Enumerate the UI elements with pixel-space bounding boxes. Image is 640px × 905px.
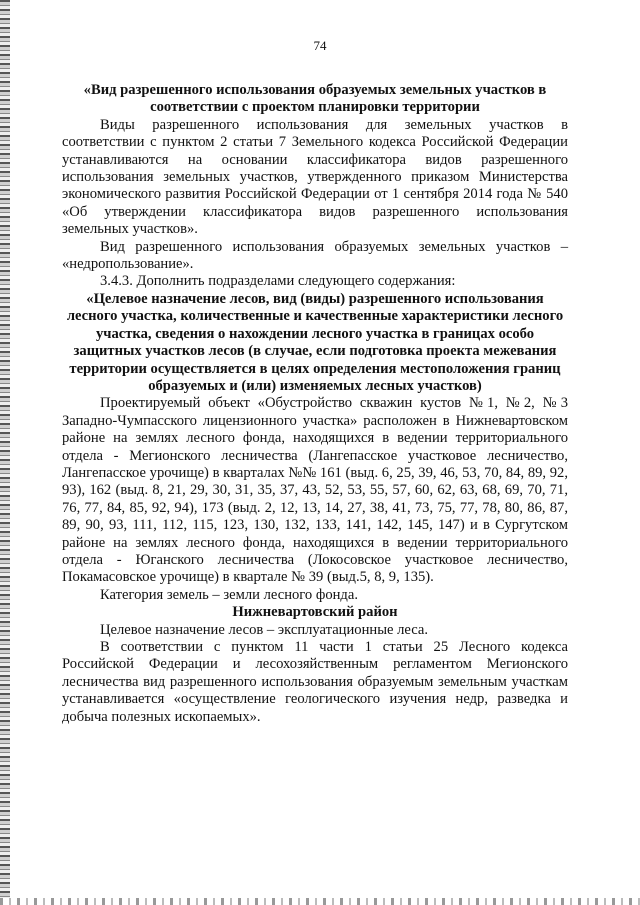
- scan-edge-artifact: [0, 0, 10, 905]
- section-heading-forest-purpose: «Целевое назначение лесов, вид (виды) разрешенного использования лесного участка, количественные и качественные характеристики лесного участка, сведения о нахождении лесного участка в границах особо защитных участков лесов (в случае, если подготовка проекта межевания территории осуществляется в целях определения местоположения границ образуемых и (или) изменяемых лесных участков): [66, 290, 564, 394]
- paragraph-forest-purpose: Целевое назначение лесов – эксплуатационные леса.: [100, 621, 429, 638]
- paragraph-forest-code: В соответствии с пунктом 11 части 1 статьи 25 Лесного кодекса Российской Федерации и лесохозяйственным регламентом Мегионского лесничества вид разрешенного использования образуемым земельным участкам устанавливается «осуществление геологического изучения недр, разведка и добыча полезных ископаемых».: [62, 639, 568, 725]
- district-title: Нижневартовский район: [232, 604, 398, 621]
- paragraph-amendment: 3.4.3. Дополнить подразделами следующего содержания:: [100, 273, 456, 290]
- paragraph-land-category: Категория земель – земли лесного фонда.: [100, 586, 358, 603]
- paragraph-permitted-use: Вид разрешенного использования образуемых земельных участков – «недропользование».: [62, 238, 568, 273]
- page-number: 74: [313, 38, 327, 53]
- paragraph-project-object: Проектируемый объект «Обустройство скважин кустов №1, №2, №3 Западно-Чумпасского лицензионного участка» расположен в Нижневартовском районе на землях лесного фонда, находящихся в ведении территориального отдела - Мегионского лесничества (Лангепасское участковое лесничество, Лангепасское урочище) в кварталах №№ 161 (выд. 6, 25, 39, 46, 53, 70, 84, 89, 92, 93), 162 (выд. 8, 21, 29, 30, 31, 35, 37, 43, 52, 53, 55, 57, 60, 62, 63, 68, 69, 70, 71, 76, 77, 84, 85, 92, 94), 173 (выд. 2, 12, 13, 14, 27, 38, 41, 73, 75, 77, 78, 80, 86, 87, 89, 90, 93, 111, 112, 115, 123, 130, 132, 133, 141, 142, 145, 147) и в Сургутском районе на землях лесного фонда, находящихся в ведении территориального отдела - Юганского лесничества (Локосовское участковое лесничество, Покамасовское урочище) в квартале № 39 (выд.5, 8, 9, 135).: [62, 395, 568, 586]
- paragraph-land-use-types: Виды разрешенного использования для земельных участков в соответствии с пунктом 2 статьи 7 Земельного кодекса Российской Федерации устанавливаются на основании классификатора видов разрешенного использования земельных участков, утвержденного приказом Министерства экономического развития Российской Федерации от 1 сентября 2014 года № 540 «Об утверждении классификатора видов разрешенного использования земельных участков».: [62, 116, 568, 238]
- section-heading-land-use: «Вид разрешенного использования образуемых земельных участков в соответствии с проектом планировки территории: [83, 82, 547, 116]
- scan-bottom-artifact: [0, 898, 640, 905]
- document-body: [62, 82, 568, 726]
